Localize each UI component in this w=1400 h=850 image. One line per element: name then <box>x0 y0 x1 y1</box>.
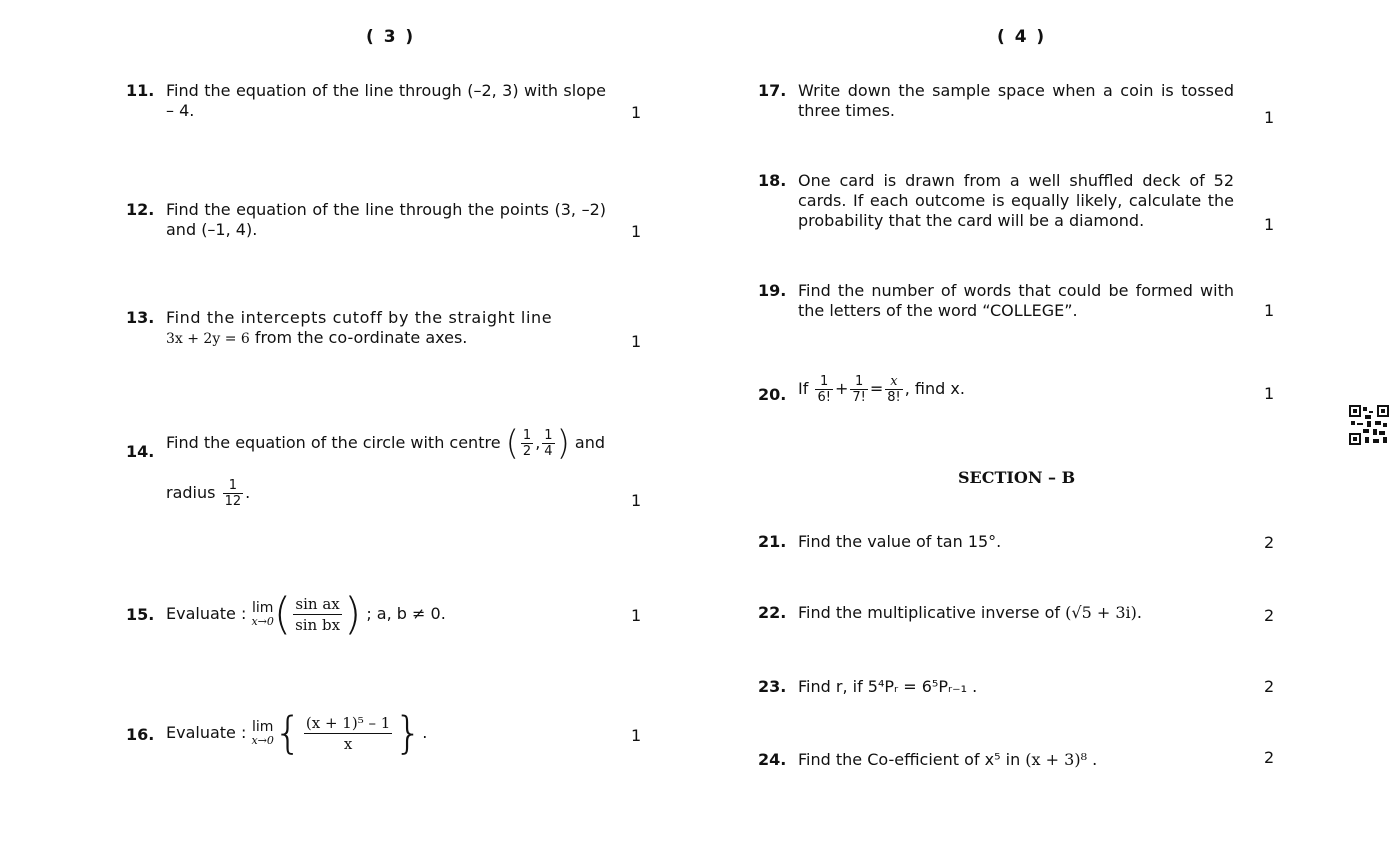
limit <box>251 599 274 628</box>
fraction <box>542 428 554 459</box>
question-text <box>798 750 1234 770</box>
right-paren: ) <box>344 588 362 640</box>
radius-label: radius <box>166 483 216 502</box>
marks: 1 <box>631 332 642 351</box>
question-number: 23. <box>758 677 787 696</box>
right-paren: ) <box>556 423 570 464</box>
question-number: 11. <box>126 81 155 100</box>
denominator: 6! <box>817 390 831 405</box>
question-text-b: and <box>574 433 606 452</box>
left-brace: { <box>273 707 302 759</box>
question-number: 13. <box>126 308 155 327</box>
if-label: If <box>798 379 809 398</box>
lim-text: lim <box>251 599 274 616</box>
question-text-a: Find the Co-efficient of x⁵ in <box>798 750 1021 769</box>
question-number: 19. <box>758 281 787 300</box>
page-number-right: ( 4 ) <box>997 27 1047 47</box>
question-text <box>798 603 1234 623</box>
question-number: 15. <box>126 605 155 624</box>
marks: 1 <box>631 222 642 241</box>
question-text: Find the equation of the line through the points (3, –2) and (–1, 4). <box>166 200 606 239</box>
radius-line: radius $\frac{1}{12}$ . <box>166 478 251 509</box>
fraction <box>223 478 244 509</box>
fraction <box>521 428 533 459</box>
marks: 1 <box>631 103 642 122</box>
question-text: Find the equation of the line through (–2, 3) with slope – 4. <box>166 81 606 120</box>
marks: 1 <box>631 726 642 745</box>
question-text-a: Find the equation of the circle with centre <box>166 433 501 452</box>
lim-text: lim <box>251 718 274 735</box>
denominator: 8! <box>887 390 901 405</box>
question-number: 24. <box>758 750 787 769</box>
question-number: 12. <box>126 200 155 219</box>
qr-code-icon <box>1349 405 1389 445</box>
marks: 1 <box>1264 384 1275 403</box>
lim-sub: x→0 <box>251 733 274 747</box>
denominator: 12 <box>224 494 242 509</box>
question-text <box>166 588 606 640</box>
question-text: Find the value of tan 15°. <box>798 532 1002 551</box>
right-brace: } <box>394 707 423 759</box>
marks: 2 <box>1264 606 1275 625</box>
evaluate-label: Evaluate : <box>166 723 247 742</box>
marks: 1 <box>1264 215 1275 234</box>
question-number: 16. <box>126 725 155 744</box>
limit <box>251 718 274 747</box>
question-text-a: Find the multiplicative inverse of <box>798 603 1061 622</box>
question-text: Evaluate : lim x→0 { $\frac{\text{(x + 1)⁵ – 1}}{x}$ }. <box>166 707 428 759</box>
find-x: , find x. <box>904 379 965 398</box>
numerator: sin ax <box>293 594 342 615</box>
question-number: 22. <box>758 603 787 622</box>
lim-sub: x→0 <box>251 614 274 628</box>
question-text: Find the equation of the circle with centre ( $\frac{1}{2}$ , $\frac{1}{4}$ ) and <box>166 423 606 464</box>
marks: 1 <box>631 491 642 510</box>
fraction <box>304 713 392 754</box>
fraction <box>850 374 867 405</box>
numerator: (x + 1)⁵ – 1 <box>305 714 391 732</box>
numerator: 1 <box>850 374 867 390</box>
fraction <box>815 374 832 405</box>
question-text: Find r, if 5⁴Pᵣ = 6⁵Pᵣ₋₁ . <box>798 677 978 696</box>
evaluate-label: Evaluate : <box>166 604 247 623</box>
question-number: 14. <box>126 442 155 461</box>
condition: ; a, b ≠ 0. <box>366 604 446 623</box>
marks: 2 <box>1264 748 1275 767</box>
numerator: 1 <box>544 428 553 443</box>
question-text: Write down the sample space when a coin is tossed three times. <box>798 81 1234 120</box>
expression: (√5 + 3i). <box>1065 603 1142 622</box>
marks: 1 <box>631 606 642 625</box>
question-text-a: Find the intercepts cutoff by the straight line <box>166 308 553 327</box>
question-number: 17. <box>758 81 787 100</box>
denominator: 4 <box>544 444 553 459</box>
section-heading: SECTION – B <box>958 468 1076 487</box>
question-text: One card is drawn from a well shuffled deck of 52 cards. If each outcome is equally likely, calculate the probability that the card will be a diamond. <box>798 171 1234 230</box>
question-text-b: from the co-ordinate axes. <box>254 328 468 347</box>
numerator: 1 <box>815 374 832 390</box>
expression: (x + 3)⁸ . <box>1025 750 1098 769</box>
page-number-left: ( 3 ) <box>366 27 416 47</box>
marks: 2 <box>1264 533 1275 552</box>
equation: 3x + 2y = 6 <box>166 331 250 347</box>
fraction <box>885 374 902 405</box>
marks: 1 <box>1264 108 1275 127</box>
question-text: Find the number of words that could be formed with the letters of the word “COLLEGE”. <box>798 281 1234 320</box>
question-text <box>166 308 606 349</box>
denominator: 2 <box>522 444 532 459</box>
question-number: 18. <box>758 171 787 190</box>
left-paren: ( <box>273 588 292 640</box>
question-number: 21. <box>758 532 787 551</box>
marks: 1 <box>1264 301 1275 320</box>
question-number: 20. <box>758 385 787 404</box>
fraction <box>293 594 342 635</box>
denominator: sin bx <box>295 616 341 634</box>
question-text: If $\frac{1}{6!}$ + $\frac{1}{7!}$ = $\frac{x}{8!}$ , find x. <box>798 374 965 405</box>
numerator: x <box>885 374 902 390</box>
numerator: 1 <box>223 478 244 494</box>
marks: 2 <box>1264 677 1275 696</box>
left-paren: ( <box>505 423 519 464</box>
numerator: 1 <box>522 428 532 443</box>
denominator: x <box>343 735 353 753</box>
denominator: 7! <box>852 390 866 405</box>
